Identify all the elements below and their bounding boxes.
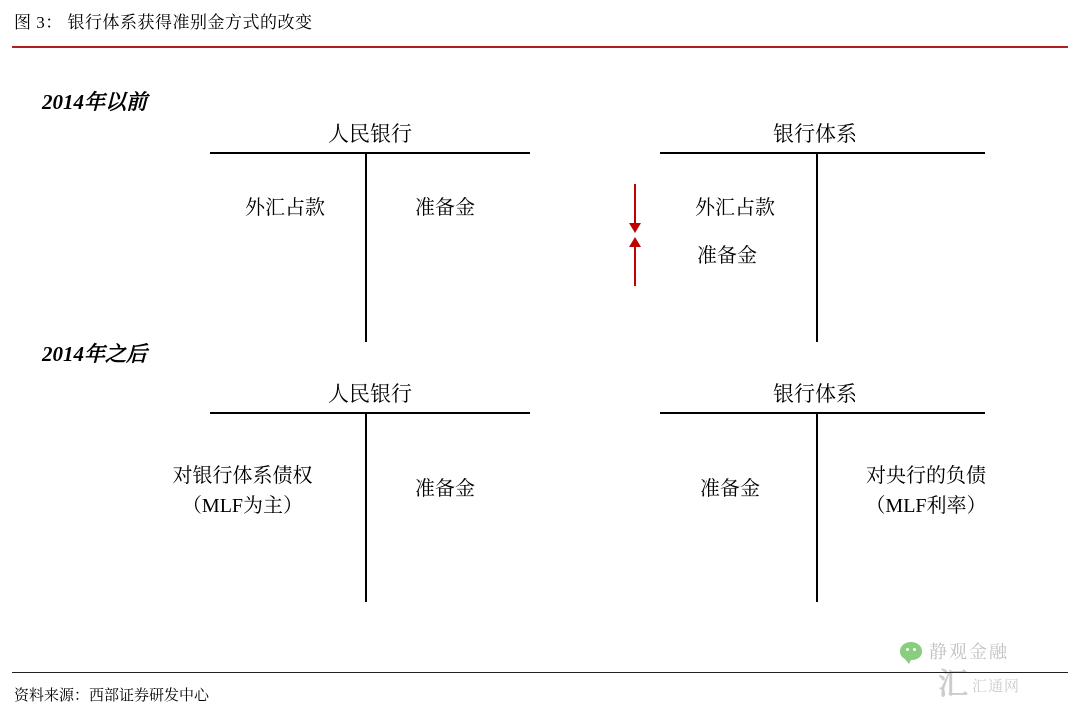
t-cell-pboc-after-asset-1: 对银行体系债权 xyxy=(172,465,313,487)
t-account-title-banks-after: 银行体系 xyxy=(773,382,857,406)
t-account-title-banks-before: 银行体系 xyxy=(773,122,857,146)
t-account-vline-pboc-after xyxy=(365,412,367,602)
wechat-watermark-label: 静观金融 xyxy=(929,642,1009,662)
t-cell-banks-after-liability-1: 对央行的负债 xyxy=(866,465,986,487)
t-account-title-pboc-before: 人民银行 xyxy=(328,122,412,146)
t-account-hline-banks-before xyxy=(660,152,985,154)
t-account-vline-banks-before xyxy=(816,152,818,342)
t-cell-banks-before-liability-1: 外汇占款 xyxy=(695,197,775,219)
t-cell-banks-before-liability-2: 准备金 xyxy=(697,245,757,267)
t-cell-pboc-after-asset-2: （MLF为主） xyxy=(181,495,304,517)
t-cell-banks-after-asset-1: 准备金 xyxy=(700,478,760,500)
t-cell-banks-after-liability-2: （MLF利率） xyxy=(865,495,987,517)
wechat-icon xyxy=(900,642,922,660)
wechat-watermark xyxy=(900,638,1009,664)
t-cell-pboc-after-liability-1: 准备金 xyxy=(415,478,475,500)
t-account-vline-pboc-before xyxy=(365,152,367,342)
section-label-after: 2014年之后 xyxy=(42,342,147,366)
t-cell-pboc-before-asset-1: 外汇占款 xyxy=(245,197,325,219)
source-note: 资料来源：西部证券研发中心 xyxy=(14,688,210,704)
site-logo-icon: 汇 xyxy=(938,668,968,701)
t-account-hline-banks-after xyxy=(660,412,985,414)
t-account-hline-pboc-before xyxy=(210,152,530,154)
arrow-up-icon xyxy=(634,246,636,286)
t-account-vline-banks-after xyxy=(816,412,818,602)
t-account-hline-pboc-after xyxy=(210,412,530,414)
site-watermark xyxy=(938,670,1020,700)
title-divider xyxy=(12,46,1068,48)
section-label-before: 2014年以前 xyxy=(42,90,147,114)
arrow-down-icon xyxy=(634,184,636,224)
footer-divider xyxy=(12,672,1068,673)
t-account-title-pboc-after: 人民银行 xyxy=(328,382,412,406)
t-cell-pboc-before-liability-1: 准备金 xyxy=(415,197,475,219)
figure-title: 图 3： 银行体系获得准别金方式的改变 xyxy=(14,13,313,32)
site-watermark-label: 汇通网 xyxy=(972,678,1021,695)
